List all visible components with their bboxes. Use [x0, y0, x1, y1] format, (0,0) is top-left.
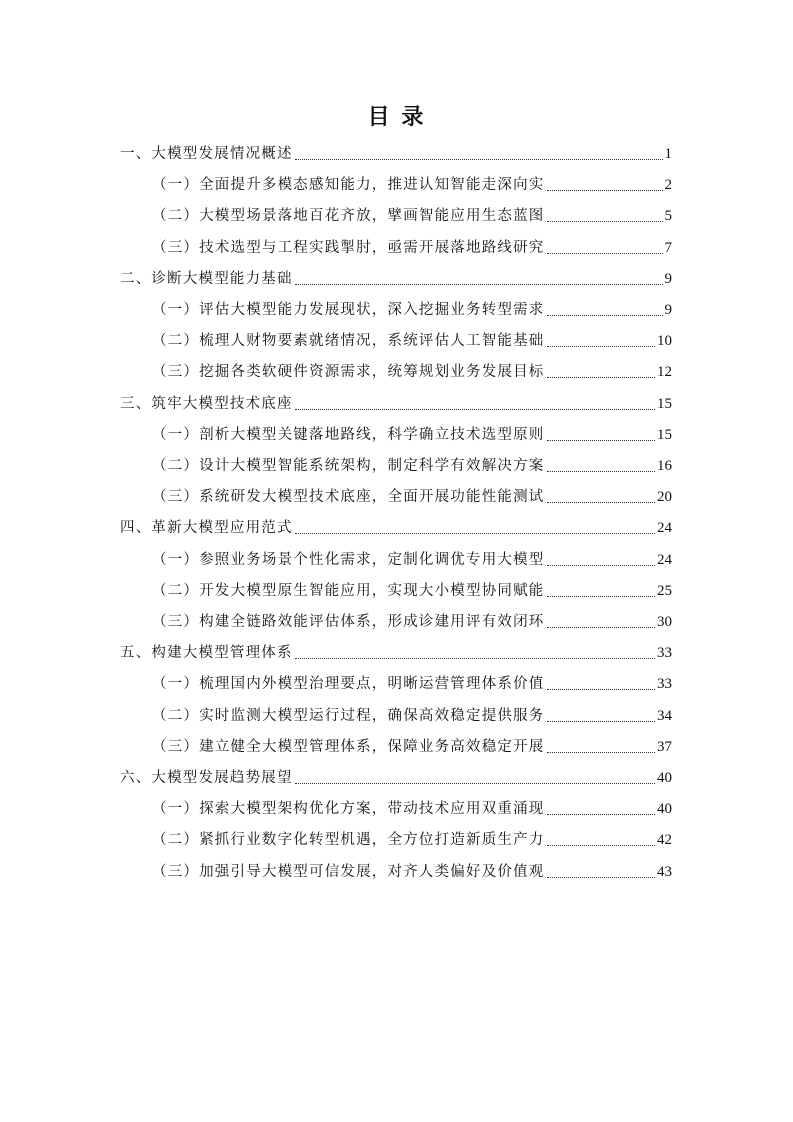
toc-page-number: 40	[657, 801, 672, 818]
toc-title: 目 录	[367, 105, 426, 130]
toc-page-number: 2	[664, 177, 672, 194]
toc-page-number: 16	[657, 458, 672, 474]
dot-leader	[295, 284, 663, 285]
dot-leader	[547, 315, 663, 316]
dot-leader	[547, 190, 663, 191]
toc-subsection-entry[interactable]	[152, 549, 672, 571]
toc-entry-label: 三、筑牢大模型技术底座	[120, 395, 293, 412]
toc-subsection-entry[interactable]	[152, 455, 672, 477]
toc-subsection-entry[interactable]	[152, 829, 672, 851]
toc-subsection-entry[interactable]	[152, 580, 672, 602]
toc-subsection-entry[interactable]	[152, 205, 672, 227]
toc-entry-label: （一）参照业务场景个性化需求，定制化调优专用大模型	[152, 551, 545, 568]
toc-subsection-entry[interactable]	[152, 174, 672, 196]
toc-section-entry[interactable]	[120, 517, 672, 539]
dot-leader	[295, 159, 663, 160]
toc-subsection-entry[interactable]	[152, 486, 672, 508]
dot-leader	[547, 689, 656, 690]
toc-entry-label: （一）剖析大模型关键落地路线，科学确立技术选型原则	[152, 426, 545, 443]
toc-subsection-entry[interactable]	[152, 736, 672, 758]
dot-leader	[547, 346, 656, 347]
toc-entry-label: （三）挖掘各类软硬件资源需求，统筹规划业务发展目标	[152, 364, 545, 381]
toc-page-number: 33	[657, 645, 672, 662]
toc-section-entry[interactable]	[120, 143, 672, 165]
dot-leader	[547, 877, 656, 878]
toc-entry-label: （三）加强引导大模型可信发展，对齐人类偏好及价值观	[152, 863, 545, 880]
dot-leader	[547, 221, 663, 222]
toc-entry-label: （三）技术选型与工程实践掣肘，亟需开展落地路线研究	[152, 239, 545, 256]
toc-entry-label: （三）系统研发大模型技术底座，全面开展功能性能测试	[152, 489, 545, 506]
toc-page-number: 25	[657, 582, 672, 599]
dot-leader	[547, 627, 656, 628]
dot-leader	[547, 565, 656, 566]
dot-leader	[295, 783, 655, 784]
toc-page-number: 12	[657, 364, 672, 381]
toc-page-number: 9	[664, 270, 672, 287]
toc-subsection-entry[interactable]	[152, 424, 672, 446]
toc-page-number: 33	[657, 676, 672, 693]
dot-leader	[547, 440, 656, 441]
toc-subsection-entry[interactable]	[152, 611, 672, 633]
toc-section-entry[interactable]	[120, 642, 672, 664]
toc-page-number: 9	[664, 302, 672, 318]
toc-page-number: 20	[657, 489, 672, 506]
toc-page-number: 24	[657, 520, 672, 537]
dot-leader	[547, 721, 656, 722]
toc-page-number: 34	[657, 707, 672, 724]
dot-leader	[295, 409, 655, 410]
toc-page-number: 30	[657, 614, 672, 630]
toc-subsection-entry[interactable]	[152, 798, 672, 820]
dot-leader	[295, 533, 655, 534]
toc-entry-label: （一）全面提升多模态感知能力，推进认知智能走深向实	[152, 177, 545, 194]
toc-section-entry[interactable]	[120, 393, 672, 415]
dot-leader	[547, 377, 656, 378]
toc-entry-label: 五、构建大模型管理体系	[120, 645, 293, 662]
toc-entry-label: （二）设计大模型智能系统架构，制定科学有效解决方案	[152, 458, 545, 474]
toc-entry-label: 二、诊断大模型能力基础	[120, 270, 293, 287]
toc-page-number: 1	[664, 146, 672, 162]
toc-entry-label: （一）评估大模型能力发展现状，深入挖掘业务转型需求	[152, 302, 545, 318]
toc-subsection-entry[interactable]	[152, 673, 672, 695]
toc-section-entry[interactable]	[120, 767, 672, 789]
toc-page-number: 5	[664, 208, 672, 225]
toc-entry-label: （二）紧抓行业数字化转型机遇，全方位打造新质生产力	[152, 832, 545, 849]
dot-leader	[547, 814, 656, 815]
toc-entry-label: 一、大模型发展情况概述	[120, 146, 293, 162]
toc-entry-label: （二）实时监测大模型运行过程，确保高效稳定提供服务	[152, 707, 545, 724]
toc-entry-label: （三）建立健全大模型管理体系，保障业务高效稳定开展	[152, 738, 545, 755]
toc-entry-label: 四、革新大模型应用范式	[120, 520, 293, 537]
toc-page-number: 37	[657, 738, 672, 755]
toc-page-number: 15	[657, 426, 672, 443]
toc-entry-label: 六、大模型发展趋势展望	[120, 770, 293, 786]
dot-leader	[547, 596, 656, 597]
toc-subsection-entry[interactable]	[152, 361, 672, 383]
toc-section-entry[interactable]	[120, 268, 672, 290]
toc-page-number: 15	[657, 395, 672, 412]
toc-entry-label: （二）梳理人财物要素就绪情况，系统评估人工智能基础	[152, 333, 545, 350]
dot-leader	[547, 845, 656, 846]
dot-leader	[295, 658, 655, 659]
toc-entry-label: （一）梳理国内外模型治理要点，明晰运营管理体系价值	[152, 676, 545, 693]
toc-entry-label: （二）开发大模型原生智能应用，实现大小模型协同赋能	[152, 582, 545, 599]
toc-page-number: 7	[664, 239, 672, 256]
toc-page-number: 24	[657, 551, 672, 568]
dot-leader	[547, 253, 663, 254]
toc-subsection-entry[interactable]	[152, 299, 672, 321]
toc-page-number: 42	[657, 832, 672, 849]
toc-entry-label: （二）大模型场景落地百花齐放，擘画智能应用生态蓝图	[152, 208, 545, 225]
toc-entry-label: （三）构建全链路效能评估体系，形成诊建用评有效闭环	[152, 614, 545, 630]
toc-entry-label: （一）探索大模型架构优化方案，带动技术应用双重涌现	[152, 801, 545, 818]
toc-subsection-entry[interactable]	[152, 705, 672, 727]
dot-leader	[547, 471, 656, 472]
toc-subsection-entry[interactable]	[152, 237, 672, 259]
toc-page-number: 40	[657, 770, 672, 786]
toc-page-number: 10	[657, 333, 672, 350]
dot-leader	[547, 752, 656, 753]
toc-page-number: 43	[657, 863, 672, 880]
toc-subsection-entry[interactable]	[152, 861, 672, 883]
toc-subsection-entry[interactable]	[152, 330, 672, 352]
dot-leader	[547, 502, 656, 503]
